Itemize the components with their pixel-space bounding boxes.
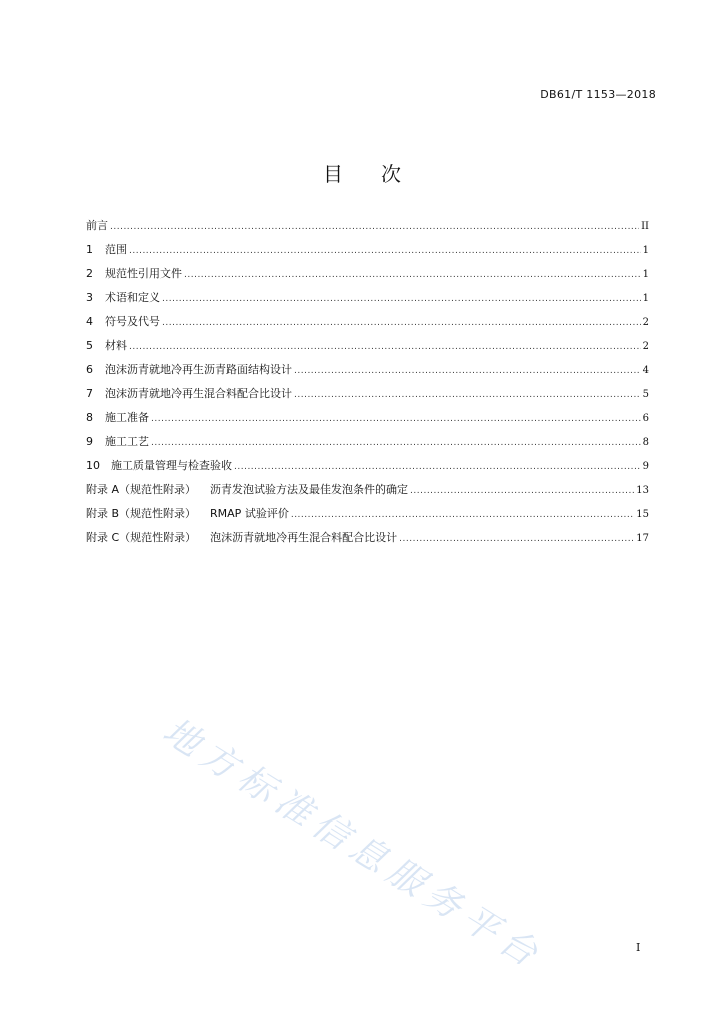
document-code: DB61/T 1153—2018 (540, 88, 656, 101)
toc-label: 符号及代号 (105, 315, 160, 328)
toc-page-number: 2 (642, 317, 649, 328)
toc-page-number: 17 (636, 533, 649, 544)
toc-leader-dots (294, 364, 641, 378)
toc-label: 前言 (86, 219, 108, 232)
page-number: I (636, 941, 641, 954)
toc-leader-dots (151, 412, 641, 426)
toc-section-number: 3 (86, 291, 93, 304)
toc-page-number: 4 (642, 365, 649, 376)
toc-leader-dots (184, 268, 641, 282)
toc-label: 规范性引用文件 (105, 267, 182, 280)
toc-section-number: 6 (86, 363, 93, 376)
toc-entry-appendix-c[interactable] (86, 531, 649, 555)
toc-leader-dots (151, 436, 641, 450)
toc-section-number: 9 (86, 435, 93, 448)
toc-leader-dots (162, 316, 641, 330)
toc-label: 术语和定义 (105, 291, 160, 304)
toc-entry-3[interactable] (86, 291, 649, 315)
page-title (0, 158, 724, 187)
toc-label: 范围 (105, 243, 127, 256)
toc-section-number: 2 (86, 267, 93, 280)
title-char-left: 目 (323, 162, 343, 186)
toc-label: 施工准备 (105, 411, 149, 424)
toc-label: 施工工艺 (105, 435, 149, 448)
toc-page-number: 2 (642, 341, 649, 352)
toc-section-number: 1 (86, 243, 93, 256)
toc-entry-10[interactable] (86, 459, 649, 483)
toc-page-number: 13 (636, 485, 649, 496)
toc-label: 附录 B（规范性附录） RMAP 试验评价 (86, 507, 289, 520)
toc-label: 材料 (105, 339, 127, 352)
toc-section-number: 8 (86, 411, 93, 424)
toc-leader-dots (234, 460, 641, 474)
toc-page-number: 1 (642, 269, 649, 280)
toc-section-number: 5 (86, 339, 93, 352)
toc-leader-dots (129, 340, 641, 354)
toc-entry-1[interactable] (86, 243, 649, 267)
toc-entry-5[interactable] (86, 339, 649, 363)
toc-page-number: 5 (642, 389, 649, 400)
toc-leader-dots (294, 388, 641, 402)
toc-entry-appendix-b[interactable] (86, 507, 649, 531)
title-char-right: 次 (381, 162, 401, 186)
toc-label: 附录 A（规范性附录） 沥青发泡试验方法及最佳发泡条件的确定 (86, 483, 409, 496)
toc-leader-dots (399, 532, 634, 546)
toc-page-number: 9 (642, 461, 649, 472)
toc-page-number: 6 (642, 413, 649, 424)
toc-label: 泡沫沥青就地冷再生沥青路面结构设计 (105, 363, 292, 376)
watermark: 地方标准信息服务平台 (155, 710, 551, 979)
toc-entry-appendix-a[interactable] (86, 483, 649, 507)
toc-page-number: 1 (642, 293, 649, 304)
toc-label: 泡沫沥青就地冷再生混合料配合比设计 (105, 387, 292, 400)
toc-leader-dots (410, 484, 634, 498)
toc-section-number: 7 (86, 387, 93, 400)
toc-entry-4[interactable] (86, 315, 649, 339)
toc-entry-foreword[interactable] (86, 219, 649, 243)
toc-label: 施工质量管理与检查验收 (111, 459, 232, 472)
toc-leader-dots (110, 220, 639, 234)
toc-page-number: 15 (636, 509, 649, 520)
table-of-contents (86, 219, 649, 555)
toc-label: 附录 C（规范性附录） 泡沫沥青就地冷再生混合料配合比设计 (86, 531, 398, 544)
toc-entry-2[interactable] (86, 267, 649, 291)
toc-entry-8[interactable] (86, 411, 649, 435)
toc-page-number: II (641, 221, 649, 232)
toc-leader-dots (162, 292, 641, 306)
toc-entry-6[interactable] (86, 363, 649, 387)
toc-page-number: 8 (642, 437, 649, 448)
toc-leader-dots (291, 508, 634, 522)
toc-page-number: 1 (642, 245, 649, 256)
toc-section-number: 10 (86, 459, 100, 472)
toc-entry-7[interactable] (86, 387, 649, 411)
toc-leader-dots (129, 244, 641, 258)
toc-section-number: 4 (86, 315, 93, 328)
toc-entry-9[interactable] (86, 435, 649, 459)
